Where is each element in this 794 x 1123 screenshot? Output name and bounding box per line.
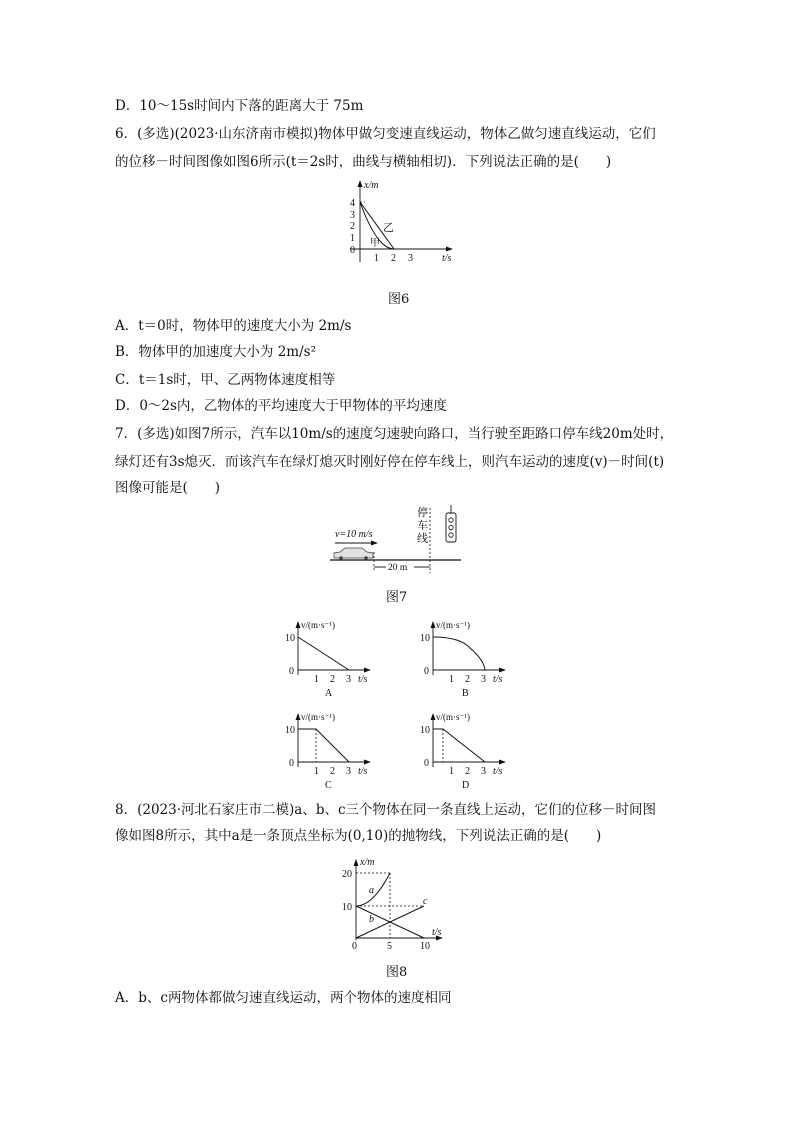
fig6-ytick: 0 bbox=[350, 245, 355, 256]
question-8-line2: 像如图8所示，其中a是一条顶点坐标为(0,10)的抛物线，下列说法正确的是( ) bbox=[115, 828, 602, 844]
fig8-label-a: a bbox=[369, 885, 374, 896]
graph-a-xtick: 2 bbox=[330, 674, 335, 685]
graph-a-letter: A bbox=[325, 688, 333, 699]
graph-d-ytick: 10 bbox=[420, 725, 430, 736]
graph-c-ytick: 10 bbox=[285, 725, 295, 736]
question-6-line1: 6．(多选)(2023·山东济南市模拟)物体甲做匀变速直线运动，物体乙做匀速直线运动，它们 bbox=[115, 126, 656, 142]
fig6-label-yi: 乙 bbox=[383, 222, 394, 234]
graph-a-ytick: 10 bbox=[285, 633, 295, 644]
graph-d-xlabel: t/s bbox=[493, 766, 503, 777]
fig8-caption: 图8 bbox=[386, 965, 408, 980]
graph-a-xtick: 3 bbox=[346, 674, 351, 685]
fig6-ylabel: x/m bbox=[364, 180, 379, 191]
option-6d: D．0～2s内，乙物体的平均速度大于甲物体的平均速度 bbox=[115, 398, 447, 414]
graph-b-origin: 0 bbox=[424, 666, 429, 677]
graph-a-xtick: 1 bbox=[314, 674, 319, 685]
fig7-velocity: v=10 m/s bbox=[335, 529, 373, 540]
graph-c-origin: 0 bbox=[289, 758, 294, 769]
option-6a: A．t＝0时，物体甲的速度大小为 2m/s bbox=[115, 318, 352, 334]
fig8-xtick: 0 bbox=[352, 941, 357, 952]
question-7-line3: 图像可能是( ) bbox=[115, 480, 221, 496]
graph-c-xtick: 2 bbox=[330, 766, 335, 777]
question-7-line1: 7．(多选)如图7所示，汽车以10m/s的速度匀速驶向路口，当行驶至距路口停车线20m处时， bbox=[115, 426, 674, 442]
graph-d-letter: D bbox=[462, 780, 470, 791]
fig7-stopline-char: 线 bbox=[417, 533, 428, 545]
graph-a-origin: 0 bbox=[289, 666, 294, 677]
fig6-xtick: 1 bbox=[374, 253, 379, 264]
fig6-xlabel: t/s bbox=[442, 253, 452, 264]
graph-b-ylabel: v/(m·s⁻¹) bbox=[436, 620, 470, 630]
graph-d-ylabel: v/(m·s⁻¹) bbox=[436, 712, 470, 722]
fig6-ytick: 2 bbox=[350, 221, 355, 232]
fig6-xtick: 2 bbox=[391, 253, 396, 264]
option-8a: A．b、c两物体都做匀速直线运动，两个物体的速度相同 bbox=[115, 990, 452, 1006]
fig7-stopline-char: 停 bbox=[417, 507, 428, 519]
fig8-xlabel: t/s bbox=[432, 927, 442, 938]
fig8-xtick: 5 bbox=[387, 941, 392, 952]
graph-b-letter: B bbox=[462, 688, 469, 699]
graph-d-xtick: 3 bbox=[481, 766, 486, 777]
fig7-distance: 20 m bbox=[388, 563, 408, 573]
fig8-label-c: c bbox=[423, 896, 428, 907]
graph-d-xtick: 2 bbox=[465, 766, 470, 777]
option-6b: B．物体甲的加速度大小为 2m/s² bbox=[115, 344, 316, 360]
fig6-ytick: 1 bbox=[350, 233, 355, 244]
question-8-line1: 8．(2023·河北石家庄市二模)a、b、c三个物体在同一条直线上运动，它们的位移－时间图 bbox=[115, 802, 657, 818]
fig7-caption: 图7 bbox=[386, 590, 408, 605]
graph-c-xlabel: t/s bbox=[358, 766, 368, 777]
fig6-ytick: 3 bbox=[350, 210, 355, 221]
fig6-caption: 图6 bbox=[388, 292, 410, 307]
fig8-ytick: 10 bbox=[342, 902, 352, 913]
graph-c-letter: C bbox=[325, 780, 332, 791]
fig7-stopline-char: 车 bbox=[417, 520, 428, 532]
graph-b-xlabel: t/s bbox=[493, 674, 503, 685]
fig6-label-jia: 甲 bbox=[370, 238, 380, 249]
graph-b-ytick: 10 bbox=[420, 633, 430, 644]
graph-b-xtick: 2 bbox=[465, 674, 470, 685]
fig8-ytick: 20 bbox=[342, 869, 352, 880]
graph-b-xtick: 3 bbox=[481, 674, 486, 685]
graph-c-xtick: 1 bbox=[314, 766, 319, 777]
question-6-line2: 的位移－时间图像如图6所示(t＝2s时，曲线与横轴相切)．下列说法正确的是( ) bbox=[115, 154, 612, 170]
graph-d-xtick: 1 bbox=[449, 766, 454, 777]
graph-c-xtick: 3 bbox=[346, 766, 351, 777]
fig6-xtick: 3 bbox=[408, 253, 413, 264]
graph-a-ylabel: v/(m·s⁻¹) bbox=[301, 620, 335, 630]
fig8-label-b: b bbox=[369, 914, 374, 925]
graph-a-xlabel: t/s bbox=[358, 674, 368, 685]
option-6c: C．t＝1s时，甲、乙两物体速度相等 bbox=[115, 372, 336, 388]
graph-d-origin: 0 bbox=[424, 758, 429, 769]
fig8-xtick: 10 bbox=[420, 941, 430, 952]
graph-c-ylabel: v/(m·s⁻¹) bbox=[301, 712, 335, 722]
question-7-line2: 绿灯还有3s熄灭．而该汽车在绿灯熄灭时刚好停在停车线上，则汽车运动的速度(v)－时间(t) bbox=[115, 454, 665, 470]
option-6d-prev: D．10～15s时间内下落的距离大于 75m bbox=[115, 98, 364, 114]
graph-b-xtick: 1 bbox=[449, 674, 454, 685]
fig8-ylabel: x/m bbox=[360, 857, 375, 868]
fig6-ytick: 4 bbox=[350, 198, 355, 209]
